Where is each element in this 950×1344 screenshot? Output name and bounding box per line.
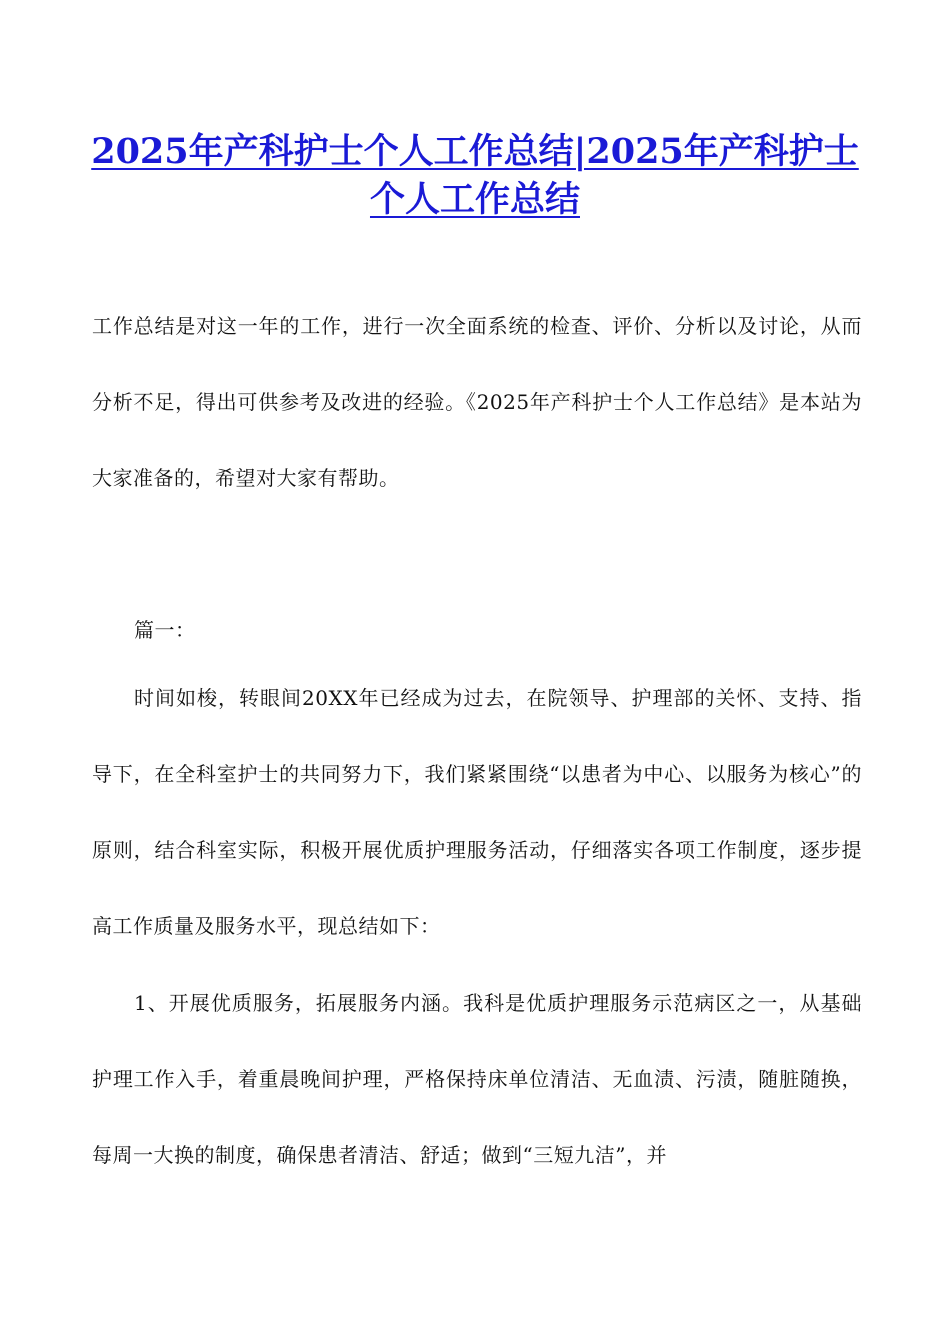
intro-paragraph: 工作总结是对这一年的工作，进行一次全面系统的检查、评价、分析以及讨论，从而分析不足，得出可供参考及改进的经验。《2025年产科护士个人工作总结》是本站为大家准备的，希望对大家有帮助。 (92, 314, 862, 490)
body-paragraph: 时间如梭，转眼间20XX年已经成为过去，在院领导、护理部的关怀、支持、指导下，在全科室护士的共同努力下，我们紧紧围绕“以患者为中心、以服务为核心”的原则，结合科室实际，积极开展优质护理服务活动，仔细落实各项工作制度，逐步提高工作质量及服务水平，现总结如下： (92, 686, 862, 938)
document-title (90, 128, 860, 224)
body-paragraph: 1、开展优质服务，拓展服务内涵。我科是优质护理服务示范病区之一，从基础护理工作入手，着重晨晚间护理，严格保持床单位清洁、无血渍、污渍，随脏随换，每周一大换的制度，确保患者清洁、舒适；做到“三短九洁”，并 (92, 991, 862, 1167)
section-heading: 篇一： (134, 618, 196, 642)
title-link[interactable]: 2025年产科护士个人工作总结|2025年产科护士个人工作总结 (91, 131, 859, 220)
